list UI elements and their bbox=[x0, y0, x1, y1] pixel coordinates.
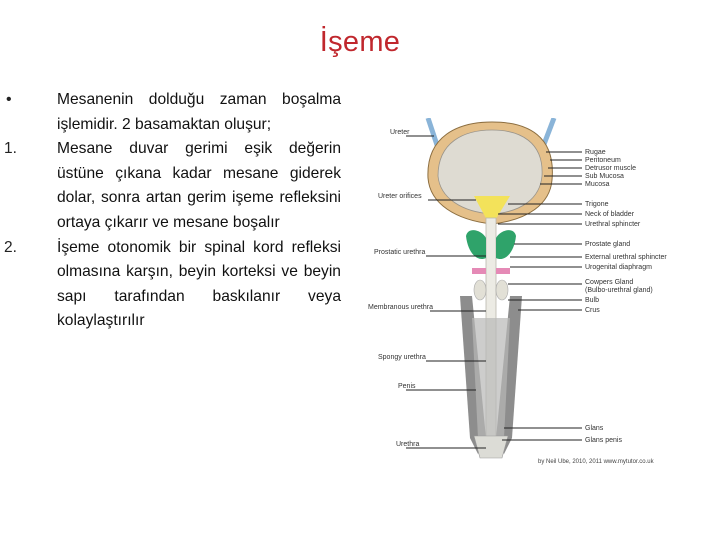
label-mucosa: Mucosa bbox=[585, 181, 610, 188]
label-urethral-sphincter: Urethral sphincter bbox=[585, 221, 641, 228]
label-peritoneum: Peritoneum bbox=[585, 157, 621, 164]
label-detrusor-muscle: Detrusor muscle bbox=[585, 165, 636, 172]
slide-title: İşeme bbox=[319, 26, 401, 58]
glans bbox=[474, 436, 508, 458]
bullet-intro bbox=[0, 88, 350, 137]
label-bulb: Bulb bbox=[585, 297, 600, 304]
bullet-marker: 1. bbox=[4, 140, 17, 158]
label-penis: Penis bbox=[398, 383, 416, 390]
bullet-step-1 bbox=[0, 137, 350, 235]
label-glans: Glans bbox=[585, 425, 604, 432]
bullet-marker: 2. bbox=[4, 238, 17, 256]
bullet-text: Mesane duvar gerimi eşik değerin üstüne çıkana kadar mesane giderek dolar, sonra artan gerim işeme refleksini ortaya çıkarır ve mesane boşalır bbox=[57, 140, 341, 231]
label-external-urethral-sphincter: External urethral sphincter bbox=[585, 254, 667, 261]
label-cowpers-gland-sub: (Bulbo-urethral gland) bbox=[585, 287, 653, 294]
label-prostate-gland: Prostate gland bbox=[585, 241, 631, 248]
bladder-anatomy-diagram bbox=[368, 118, 688, 470]
label-spongy-urethra: Spongy urethra bbox=[378, 354, 426, 361]
label-membranous-urethra: Membranous urethra bbox=[368, 304, 433, 311]
label-cowpers-gland: Cowpers Gland bbox=[585, 279, 634, 286]
bullet-step-2 bbox=[0, 236, 350, 334]
prostate-right bbox=[496, 230, 516, 259]
prostate-left bbox=[466, 230, 486, 259]
penis-shaft bbox=[472, 318, 510, 438]
label-crus: Crus bbox=[585, 307, 600, 314]
label-glans-penis: Glans penis bbox=[585, 437, 622, 444]
diagram-credit: by Neil Ube, 2010, 2011 www.mytutor.co.uk bbox=[538, 459, 654, 465]
urogenital-diaphragm-right bbox=[496, 268, 510, 274]
label-ureter: Ureter bbox=[390, 129, 410, 136]
bullet-marker: • bbox=[6, 91, 12, 108]
bullet-text: Mesanenin dolduğu zaman boşalma işlemidir. 2 basamaktan oluşur; bbox=[57, 91, 341, 133]
label-prostatic-urethra: Prostatic urethra bbox=[374, 249, 426, 256]
bullet-text: İşeme otonomik bir spinal kord refleksi olmasına karşın, beyin korteksi ve beyin sapı tarafından baskılanır veya kolaylaştırılır bbox=[57, 238, 341, 330]
label-urogenital-diaphragm: Urogenital diaphragm bbox=[585, 264, 652, 271]
label-rugae: Rugae bbox=[585, 149, 606, 156]
label-neck-of-bladder: Neck of bladder bbox=[585, 211, 635, 218]
bulb-right bbox=[496, 280, 508, 300]
bulb-left bbox=[474, 280, 486, 300]
bullet-list bbox=[0, 88, 350, 334]
label-trigone: Trigone bbox=[585, 201, 609, 208]
label-urethra: Urethra bbox=[396, 441, 420, 448]
label-sub-mucosa: Sub Mucosa bbox=[585, 173, 624, 180]
label-ureter-orifices: Ureter orifices bbox=[378, 193, 422, 200]
urogenital-diaphragm-left bbox=[472, 268, 486, 274]
